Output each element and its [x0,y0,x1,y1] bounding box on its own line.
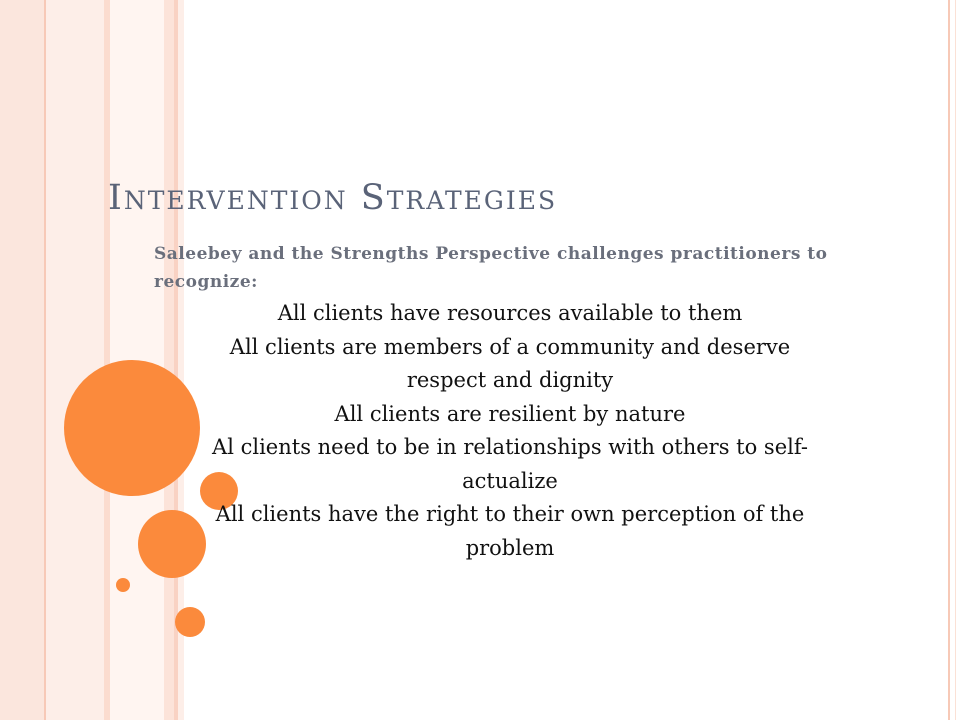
decorative-circle-tiny [116,578,130,592]
list-item: All clients are resilient by nature [334,401,686,426]
slide-subtitle: Saleebey and the Strengths Perspective challenges practitioners to recognize: [154,244,828,292]
decorative-band [164,0,174,720]
list-item: Al clients need to be in relationships with others to self-actualize [212,435,808,493]
slide-title: Intervention Strategies [108,178,558,218]
decorative-circle-small [175,607,205,637]
decorative-circle-large [64,360,200,496]
decorative-band [0,0,44,720]
list-item: All clients are members of a community and deserve respect and dignity [229,334,791,392]
list-item: All clients have the right to their own perception of the problem [215,502,805,560]
decorative-line [955,0,956,720]
decorative-band [46,0,104,720]
decorative-line [948,0,950,720]
list-item: All clients have resources available to them [277,301,743,325]
decorative-circle-medium [138,510,206,578]
strengths-list [210,297,810,565]
